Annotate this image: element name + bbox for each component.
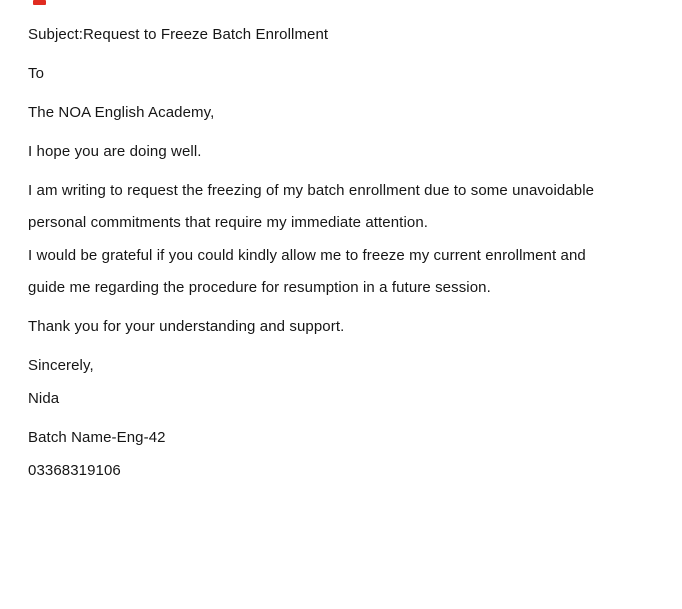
letter-paragraph <box>28 350 652 382</box>
letter-line: 03368319106 <box>28 462 121 479</box>
letter-line: guide me regarding the procedure for resumption in a future session. <box>28 279 491 296</box>
letter-line: Batch Name-Eng-42 <box>28 429 166 446</box>
letter-paragraph <box>28 240 652 304</box>
letter-paragraph <box>28 383 652 415</box>
letter-line: Sincerely, <box>28 357 94 374</box>
letter-line: personal commitments that require my immediate attention. <box>28 214 429 231</box>
letter-line: Thank you for your understanding and support. <box>28 318 345 335</box>
letter-paragraph <box>28 422 652 454</box>
letter-line: The NOA English Academy, <box>28 104 215 121</box>
letter-paragraph <box>28 136 652 168</box>
letter-paragraph <box>28 455 652 487</box>
letter-paragraph <box>28 58 652 90</box>
letter-paragraph <box>28 311 652 343</box>
letter-line: I am writing to request the freezing of my batch enrollment due to some unavoidable <box>28 182 595 199</box>
letter-line: Subject:Request to Freeze Batch Enrollment <box>28 26 329 43</box>
letter-line: I hope you are doing well. <box>28 143 202 160</box>
letter-paragraph <box>28 175 652 239</box>
letter-line: To <box>28 65 45 82</box>
letter-paragraph <box>28 97 652 129</box>
letter-line: I would be grateful if you could kindly allow me to freeze my current enrollment and <box>28 247 586 264</box>
letter-line: Nida <box>28 390 60 407</box>
letter-paragraph <box>28 19 652 51</box>
